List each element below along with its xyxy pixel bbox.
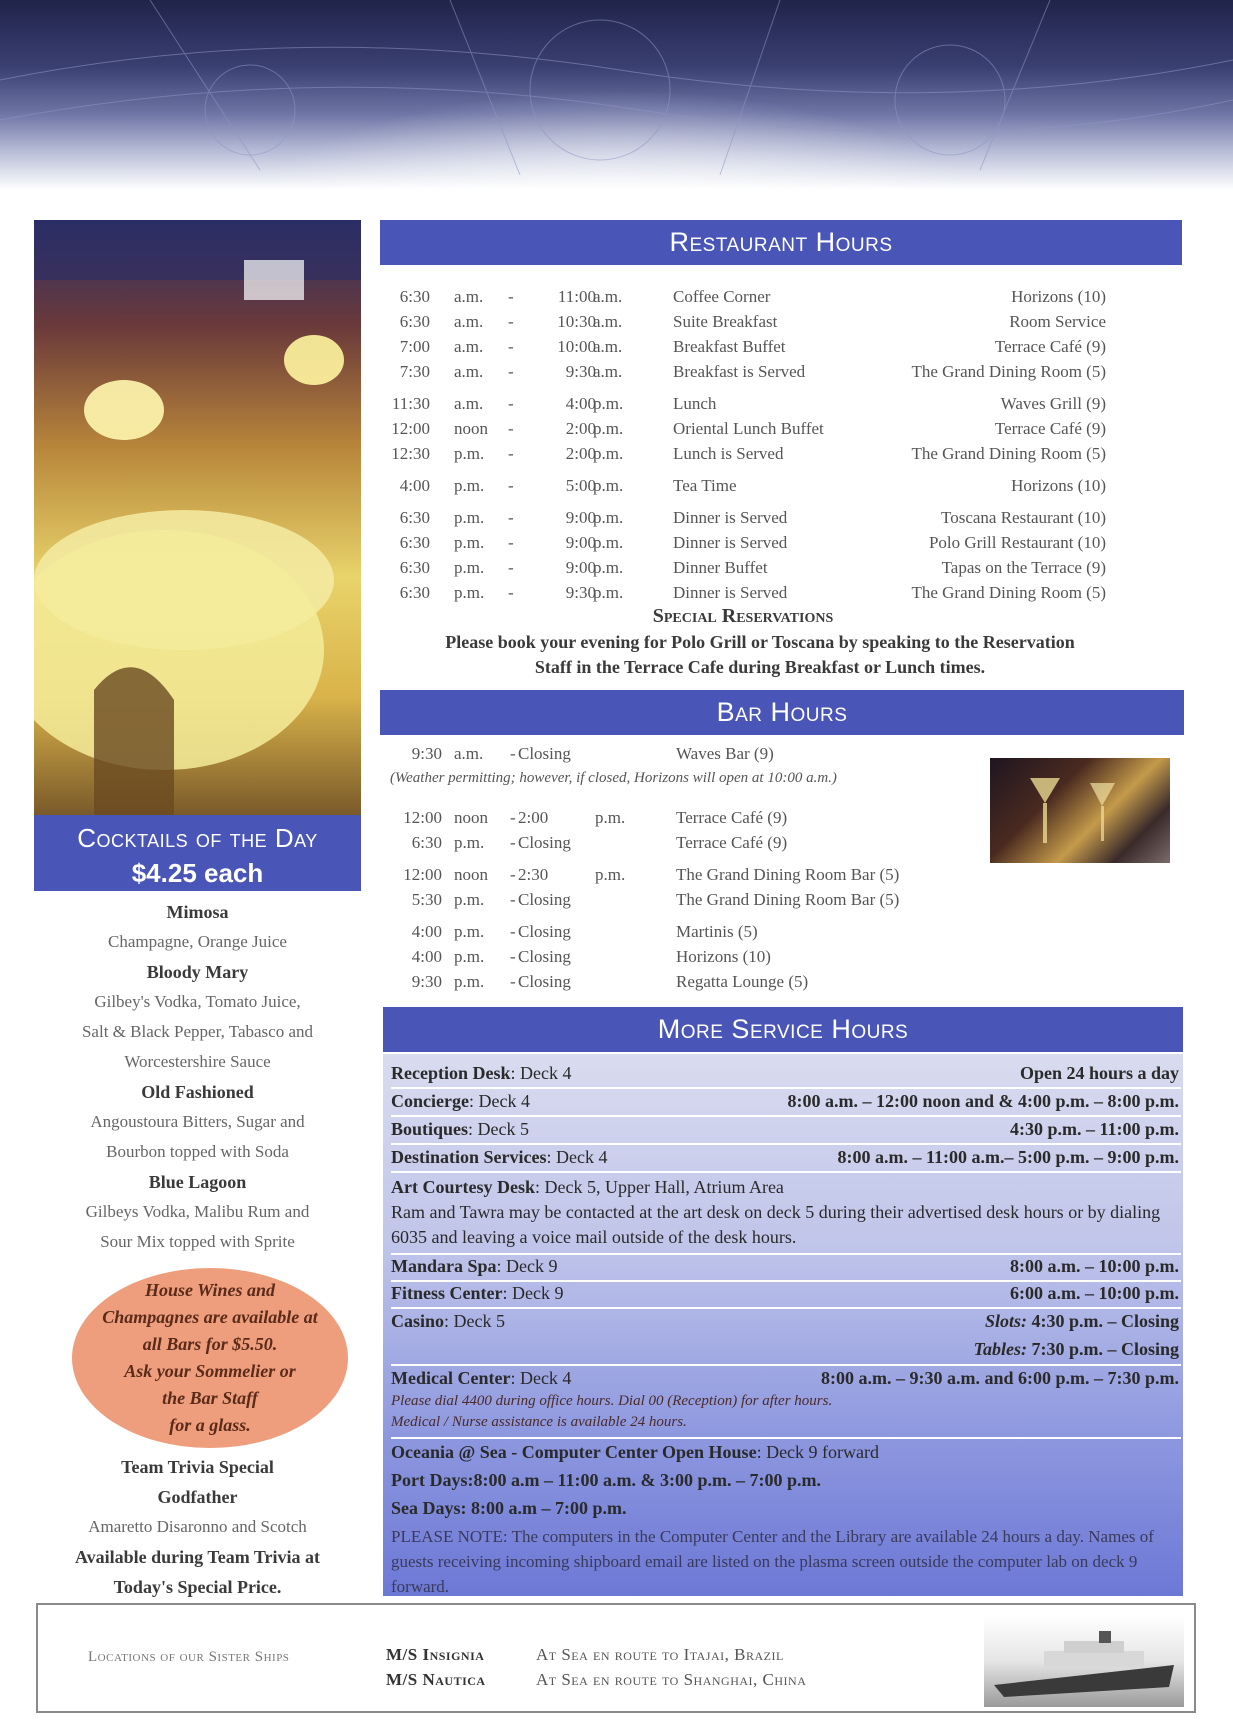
dash: - xyxy=(508,312,514,331)
service-deck: : Deck 4 xyxy=(510,1063,572,1083)
service-name: Fitness Center xyxy=(391,1283,503,1303)
bar-weather-note: (Weather permitting; however, if closed, Horizons will open at 10:00 a.m.) xyxy=(390,770,837,786)
end-period: p.m. xyxy=(593,558,624,577)
start-period: noon xyxy=(454,808,488,827)
trivia-special xyxy=(34,1452,361,1602)
end-period: p.m. xyxy=(595,808,626,827)
service-deck: : Deck 9 forward xyxy=(756,1442,880,1462)
venue-location: Horizons (10) xyxy=(1011,287,1106,306)
dash: - xyxy=(510,833,516,852)
end-period: p.m. xyxy=(593,394,624,413)
bar-hours-header: Bar Hours xyxy=(380,690,1184,735)
start-period: p.m. xyxy=(454,890,485,909)
end-time: 9:00 xyxy=(565,533,596,552)
sister-ships-label: Locations of our Sister Ships xyxy=(88,1649,290,1665)
please-note: PLEASE NOTE: The computers in the Computer Center and the Library are available 24 hours a day. Names of guests receiving incoming shipboard email are listed on the plasma screen outside the computer lab on deck 9 forward. xyxy=(391,1527,1154,1596)
start-period: p.m. xyxy=(454,476,485,495)
venue-location: Terrace Café (9) xyxy=(994,337,1106,356)
end-period: p.m. xyxy=(595,865,626,884)
end-period: a.m. xyxy=(593,312,623,331)
service-hours: 8:00 a.m. – 10:00 p.m. xyxy=(1010,1256,1179,1276)
meal-event: Oriental Lunch Buffet xyxy=(673,419,824,438)
start-time: 6:30 xyxy=(399,533,430,552)
special-reservations-title: Special Reservations xyxy=(652,605,834,627)
start-period: noon xyxy=(454,419,488,438)
medical-note: Medical / Nurse assistance is available 24 hours. xyxy=(391,1414,687,1430)
cocktails-price: $4.25 each xyxy=(131,858,264,888)
dash: - xyxy=(508,558,514,577)
end-time: 2:30 xyxy=(518,865,549,884)
start-time: 7:00 xyxy=(399,337,430,356)
bar-row xyxy=(400,808,960,833)
medical-note: Please dial 4400 during office hours. Dial 00 (Reception) for after hours. xyxy=(391,1393,833,1409)
service-deck: : Deck 9 xyxy=(502,1283,564,1303)
cocktails-title: Cocktails of the Day xyxy=(77,823,318,853)
cocktail-ingredients: Worcestershire Sauce xyxy=(124,1052,271,1071)
restaurant-hours-header: Restaurant Hours xyxy=(380,220,1182,265)
service-concierge xyxy=(391,1091,1181,1112)
restaurant-row xyxy=(380,362,1106,387)
cocktail-ingredients: Gilbeys Vodka, Malibu Rum and xyxy=(85,1202,310,1221)
venue-location: Polo Grill Restaurant (10) xyxy=(928,533,1106,552)
start-time: 6:30 xyxy=(411,833,442,852)
start-time: 12:00 xyxy=(403,808,442,827)
start-time: 9:30 xyxy=(411,972,442,991)
more-service-hours-header: More Service Hours xyxy=(383,1007,1183,1052)
start-time: 6:30 xyxy=(399,558,430,577)
cocktail-name: Mimosa xyxy=(166,902,229,922)
dash: - xyxy=(508,287,514,306)
start-time: 6:30 xyxy=(399,287,430,306)
divider xyxy=(391,1143,1181,1145)
meal-event: Coffee Corner xyxy=(673,287,771,306)
end-period: p.m. xyxy=(593,444,624,463)
bar-row xyxy=(400,972,960,997)
end-period: p.m. xyxy=(593,583,624,602)
start-time: 6:30 xyxy=(399,312,430,331)
end-period: a.m. xyxy=(593,287,623,306)
art-desk-text: Ram and Tawra may be contacted at the art desk on deck 5 during their advertised desk hours or by dialing 6035 and leaving a voice mail outside of the desk hours. xyxy=(391,1202,1161,1247)
service-hours: Open 24 hours a day xyxy=(1019,1063,1179,1083)
restaurant-row xyxy=(380,337,1106,362)
start-period: a.m. xyxy=(454,744,484,763)
bar-row xyxy=(400,890,960,915)
cocktail-ingredients: Sour Mix topped with Sprite xyxy=(100,1232,295,1251)
start-period: a.m. xyxy=(454,287,484,306)
trivia-availability: Available during Team Trivia at xyxy=(74,1547,321,1567)
start-period: p.m. xyxy=(454,972,485,991)
service-deck: : Deck 9 xyxy=(496,1256,558,1276)
start-period: noon xyxy=(454,865,488,884)
service-name: Destination Services xyxy=(391,1147,547,1167)
meal-event: Breakfast Buffet xyxy=(673,337,786,356)
service-name: Casino xyxy=(391,1311,445,1331)
service-hours: 8:00 a.m. – 12:00 noon and & 4:00 p.m. – 8:00 p.m. xyxy=(787,1091,1179,1111)
service-hours: 8:00 a.m. – 11:00 a.m.– 5:00 p.m. – 9:00 p.m. xyxy=(837,1147,1179,1167)
venue-location: Toscana Restaurant (10) xyxy=(941,508,1106,527)
service-deck: : Deck 5 xyxy=(444,1311,505,1331)
start-period: a.m. xyxy=(454,362,484,381)
start-period: p.m. xyxy=(454,558,485,577)
end-time: 10:00 xyxy=(557,337,596,356)
service-deck: : Deck 4 xyxy=(468,1091,530,1111)
service-deck: : Deck 5 xyxy=(468,1119,530,1139)
trivia-availability: Today's Special Price. xyxy=(113,1577,282,1597)
divider xyxy=(391,1087,1181,1089)
start-period: p.m. xyxy=(454,947,485,966)
restaurant-row xyxy=(380,508,1106,533)
divider xyxy=(391,1253,1181,1255)
bar-row xyxy=(400,947,960,972)
casino-slots-label: Slots: xyxy=(984,1311,1027,1331)
bar-venue: Terrace Café (9) xyxy=(676,808,788,827)
oval-line: the Bar Staff xyxy=(162,1388,258,1408)
end-time: Closing xyxy=(518,744,571,763)
cocktail-list xyxy=(34,897,361,1257)
dash: - xyxy=(508,394,514,413)
start-period: p.m. xyxy=(454,533,485,552)
restaurant-row xyxy=(380,533,1106,558)
dash: - xyxy=(508,476,514,495)
end-time: 2:00 xyxy=(518,808,549,827)
venue-location: Waves Grill (9) xyxy=(1000,394,1106,413)
oval-line: Ask your Sommelier or xyxy=(124,1361,296,1381)
trivia-drink: Godfather xyxy=(157,1487,238,1507)
meal-event: Tea Time xyxy=(673,476,737,495)
dash: - xyxy=(508,533,514,552)
venue-location: Terrace Café (9) xyxy=(994,419,1106,438)
cocktails-header xyxy=(34,815,361,891)
end-time: Closing xyxy=(518,972,571,991)
bar-venue: Martinis (5) xyxy=(676,922,758,941)
start-time: 12:00 xyxy=(403,865,442,884)
cocktail-ingredients: Salt & Black Pepper, Tabasco and xyxy=(81,1022,314,1041)
cocktail-name: Blue Lagoon xyxy=(148,1172,247,1192)
oval-line: all Bars for $5.50. xyxy=(142,1334,278,1354)
start-time: 9:30 xyxy=(411,744,442,763)
oval-line: Champagnes are available at xyxy=(102,1307,318,1327)
venue-location: Room Service xyxy=(1009,312,1106,331)
start-period: p.m. xyxy=(454,833,485,852)
venue-location: Horizons (10) xyxy=(1011,476,1106,495)
end-period: p.m. xyxy=(593,419,624,438)
bar-row xyxy=(400,865,960,890)
end-time: 9:00 xyxy=(565,558,596,577)
start-time: 12:30 xyxy=(391,444,430,463)
dash: - xyxy=(510,947,516,966)
service-name: Oceania @ Sea - Computer Center Open House xyxy=(391,1442,757,1462)
start-time: 5:30 xyxy=(411,890,442,909)
venue-location: The Grand Dining Room (5) xyxy=(911,362,1106,381)
sister-ships-footer xyxy=(36,1603,1196,1713)
end-time: Closing xyxy=(518,922,571,941)
end-time: 5:00 xyxy=(565,476,596,495)
dash: - xyxy=(510,890,516,909)
bar-venue: Waves Bar (9) xyxy=(676,744,774,763)
house-wines-oval xyxy=(72,1268,348,1448)
venue-location: Tapas on the Terrace (9) xyxy=(941,558,1106,577)
start-time: 4:00 xyxy=(411,922,442,941)
start-time: 4:00 xyxy=(411,947,442,966)
start-period: p.m. xyxy=(454,583,485,602)
bar-venue: Regatta Lounge (5) xyxy=(676,972,809,991)
bar-row xyxy=(400,922,960,947)
start-time: 6:30 xyxy=(399,508,430,527)
header-banner xyxy=(0,0,1233,190)
service-deck: : Deck 5, Upper Hall, Atrium Area xyxy=(534,1177,784,1197)
start-time: 6:30 xyxy=(399,583,430,602)
dining-room-photo xyxy=(34,220,361,815)
ship-name: M/S Insignia xyxy=(386,1645,485,1664)
star-map-illustration xyxy=(0,0,1233,190)
ship-location: At Sea en route to Shanghai, China xyxy=(536,1670,807,1689)
restaurant-row xyxy=(380,312,1106,337)
venue-location: The Grand Dining Room (5) xyxy=(911,444,1106,463)
cocktail-ingredients: Champagne, Orange Juice xyxy=(108,932,287,951)
service-computer-center xyxy=(391,1442,1181,1463)
dash: - xyxy=(510,972,516,991)
end-time: 2:00 xyxy=(565,419,596,438)
divider xyxy=(391,1437,1181,1439)
service-deck: : Deck 4 xyxy=(546,1147,608,1167)
service-hours: 6:00 a.m. – 10:00 p.m. xyxy=(1010,1283,1179,1303)
service-name: Concierge xyxy=(391,1091,469,1111)
oval-line: for a glass. xyxy=(169,1415,251,1435)
dash: - xyxy=(510,808,516,827)
start-period: a.m. xyxy=(454,337,484,356)
meal-event: Dinner Buffet xyxy=(673,558,768,577)
dash: - xyxy=(510,865,516,884)
meal-event: Lunch is Served xyxy=(673,444,784,463)
start-time: 4:00 xyxy=(399,476,430,495)
start-period: a.m. xyxy=(454,312,484,331)
end-time: Closing xyxy=(518,833,571,852)
cocktail-ingredients: Gilbey's Vodka, Tomato Juice, xyxy=(94,992,301,1011)
service-hours: 4:30 p.m. – Closing xyxy=(1026,1311,1179,1331)
end-period: p.m. xyxy=(593,508,624,527)
end-time: 9:00 xyxy=(565,508,596,527)
start-time: 12:00 xyxy=(391,419,430,438)
service-name: Medical Center xyxy=(391,1368,511,1388)
start-period: p.m. xyxy=(454,444,485,463)
bar-row xyxy=(400,833,960,858)
service-hours: 8:00 a.m. – 9:30 a.m. and 6:00 p.m. – 7:30 p.m. xyxy=(821,1368,1179,1388)
venue-location: The Grand Dining Room (5) xyxy=(911,583,1106,602)
service-hours: 4:30 p.m. – 11:00 p.m. xyxy=(1009,1119,1179,1139)
end-time: 9:30 xyxy=(565,362,596,381)
cocktail-name: Old Fashioned xyxy=(141,1082,254,1102)
start-time: 11:30 xyxy=(391,394,430,413)
cocktail-ingredients: Angoustoura Bitters, Sugar and xyxy=(90,1112,305,1131)
meal-event: Dinner is Served xyxy=(673,533,788,552)
casino-tables-label: Tables: xyxy=(973,1339,1027,1359)
bar-photo xyxy=(990,758,1170,863)
service-boutiques xyxy=(391,1119,1181,1140)
divider xyxy=(391,1280,1181,1282)
service-casino xyxy=(391,1311,1181,1332)
bar-venue: The Grand Dining Room Bar (5) xyxy=(676,890,900,909)
restaurant-row xyxy=(380,419,1106,444)
divider xyxy=(391,1307,1181,1309)
divider xyxy=(391,1364,1181,1366)
dash: - xyxy=(508,362,514,381)
bar-venue: Terrace Café (9) xyxy=(676,833,788,852)
dash: - xyxy=(510,744,516,763)
restaurant-row xyxy=(380,476,1106,501)
service-reception xyxy=(391,1063,1181,1084)
restaurant-row xyxy=(380,394,1106,419)
restaurant-row xyxy=(380,287,1106,312)
restaurant-row xyxy=(380,444,1106,469)
bar-row xyxy=(400,744,960,769)
end-time: 11:00 xyxy=(557,287,596,306)
dash: - xyxy=(508,337,514,356)
restaurant-row xyxy=(380,558,1106,583)
dash: - xyxy=(508,583,514,602)
service-art-desk xyxy=(391,1175,1181,1250)
service-name: Mandara Spa xyxy=(391,1256,497,1276)
end-time: 2:00 xyxy=(565,444,596,463)
end-period: p.m. xyxy=(593,533,624,552)
meal-event: Breakfast is Served xyxy=(673,362,806,381)
special-reservations-text: Please book your evening for Polo Grill or Toscana by speaking to the Reservation Staff in the Terrace Cafe during Breakfast or Lunch times. xyxy=(445,632,1075,677)
end-time: 9:30 xyxy=(565,583,596,602)
dash: - xyxy=(508,419,514,438)
cocktail-name: Bloody Mary xyxy=(146,962,249,982)
oval-line: House Wines and xyxy=(144,1280,276,1300)
service-name: Art Courtesy Desk xyxy=(391,1177,535,1197)
service-hours: 7:30 p.m. – Closing xyxy=(1026,1339,1179,1359)
divider xyxy=(391,1115,1181,1117)
bar-venue: The Grand Dining Room Bar (5) xyxy=(676,865,900,884)
meal-event: Dinner is Served xyxy=(673,583,788,602)
dash: - xyxy=(508,444,514,463)
meal-event: Dinner is Served xyxy=(673,508,788,527)
start-period: p.m. xyxy=(454,508,485,527)
service-spa xyxy=(391,1256,1181,1277)
meal-event: Suite Breakfast xyxy=(673,312,778,331)
service-name: Reception Desk xyxy=(391,1063,511,1083)
ship-name: M/S Nautica xyxy=(386,1670,486,1689)
end-time: 10:30 xyxy=(557,312,596,331)
end-period: a.m. xyxy=(593,362,623,381)
start-period: p.m. xyxy=(454,922,485,941)
bar-venue: Horizons (10) xyxy=(676,947,771,966)
end-time: 4:00 xyxy=(565,394,596,413)
service-deck: : Deck 4 xyxy=(510,1368,572,1388)
sea-days: Sea Days: 8:00 a.m – 7:00 p.m. xyxy=(391,1498,627,1518)
end-period: p.m. xyxy=(593,476,624,495)
port-days: Port Days:8:00 a.m – 11:00 a.m. & 3:00 p.m. – 7:00 p.m. xyxy=(391,1470,821,1490)
service-destination xyxy=(391,1147,1181,1168)
end-time: Closing xyxy=(518,890,571,909)
divider xyxy=(391,1171,1181,1173)
end-time: Closing xyxy=(518,947,571,966)
cocktail-ingredients: Bourbon topped with Soda xyxy=(106,1142,289,1161)
start-time: 7:30 xyxy=(399,362,430,381)
trivia-title: Team Trivia Special xyxy=(121,1457,274,1477)
dash: - xyxy=(510,922,516,941)
ship-location: At Sea en route to Itajai, Brazil xyxy=(536,1645,784,1664)
service-medical xyxy=(391,1368,1181,1389)
cruise-ship-image xyxy=(984,1615,1184,1707)
dash: - xyxy=(508,508,514,527)
meal-event: Lunch xyxy=(673,394,717,413)
service-fitness xyxy=(391,1283,1181,1304)
service-name: Boutiques xyxy=(391,1119,469,1139)
end-period: a.m. xyxy=(593,337,623,356)
start-period: a.m. xyxy=(454,394,484,413)
trivia-desc: Amaretto Disaronno and Scotch xyxy=(88,1517,307,1536)
